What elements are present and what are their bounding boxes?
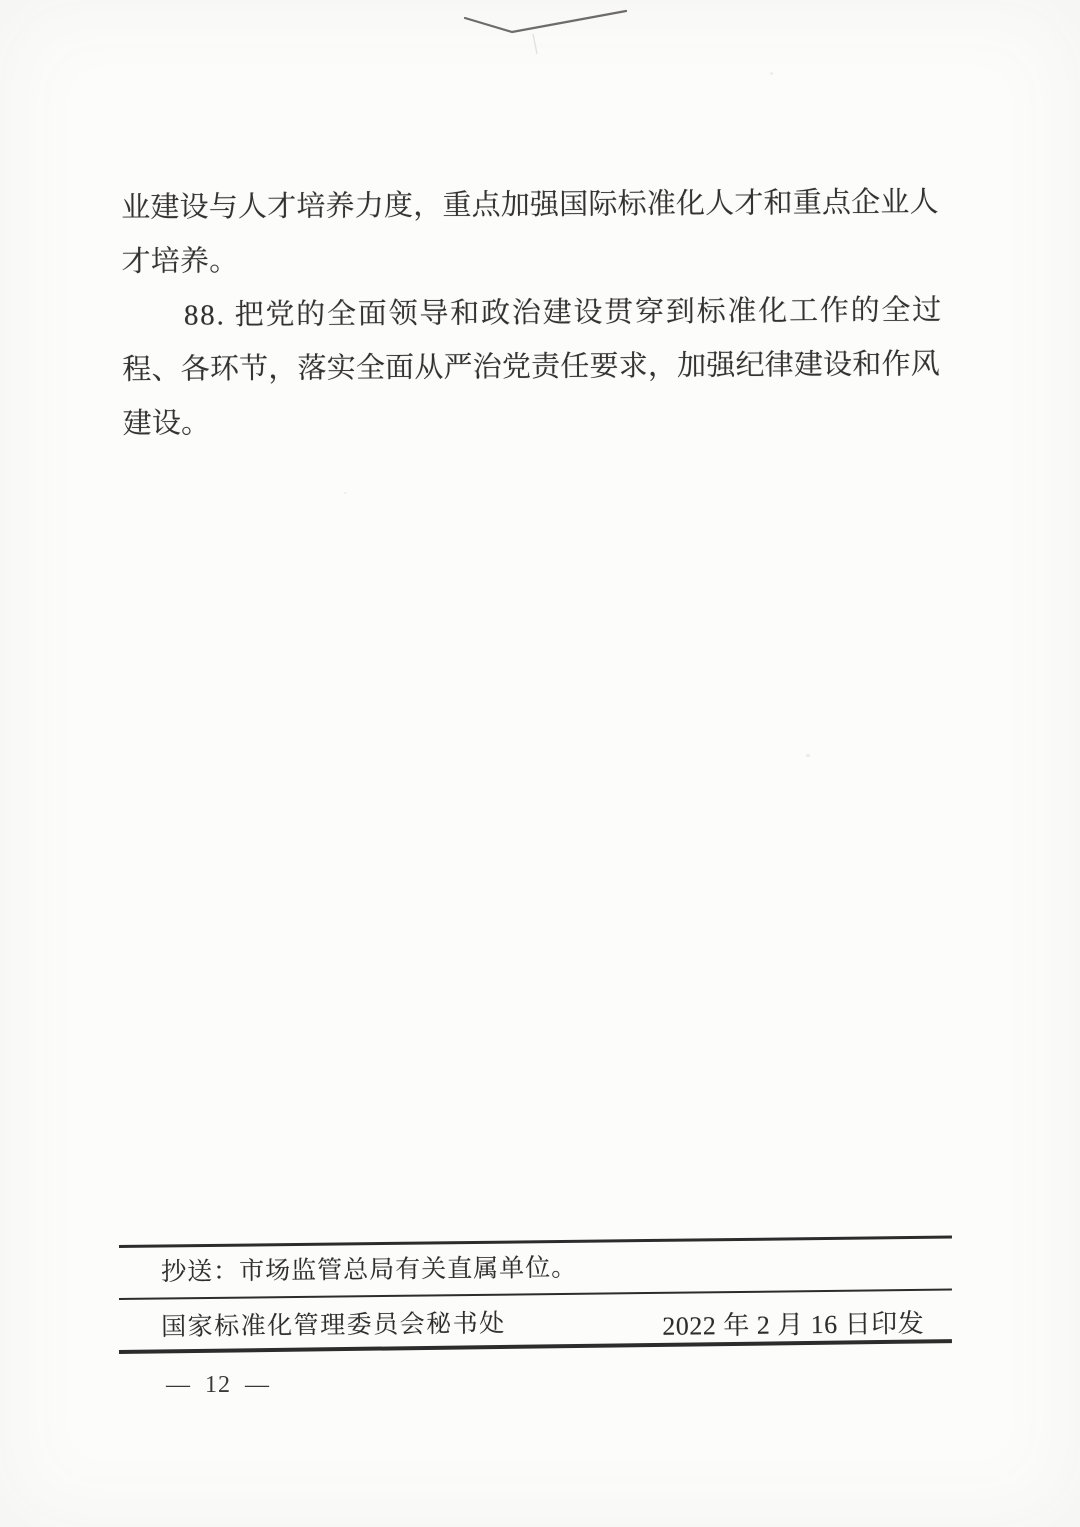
cc-value: 市场监管总局有关直属单位。 [239, 1254, 578, 1286]
pen-mark-icon [430, 2, 670, 72]
page-number: — 12 — [166, 1372, 270, 1398]
body-line-4: 程、各环节，落实全面从严治党责任要求，加强纪律建设和作风 [122, 348, 941, 386]
print-date: 2022 年 2 月 16 日印发 [662, 1308, 925, 1341]
footer-rule-middle [119, 1289, 952, 1301]
issuer-name: 国家标准化管理委员会秘书处 [161, 1310, 506, 1341]
body-line-3-item-88: 88. 把党的全面领导和政治建设贯穿到标准化工作的全过 [183, 294, 944, 332]
document-body [121, 175, 953, 451]
cc-label: 抄送： [161, 1258, 240, 1286]
body-line-2: 才培养。 [121, 245, 239, 278]
cc-line [161, 1253, 577, 1289]
scan-speck [344, 492, 347, 494]
scan-speck [770, 72, 773, 75]
body-line-5: 建设。 [122, 407, 211, 440]
footer-rule-top [119, 1236, 952, 1248]
scan-speck [806, 754, 810, 757]
body-line-1: 业建设与人才培养力度，重点加强国际标准化人才和重点企业人 [121, 186, 939, 224]
